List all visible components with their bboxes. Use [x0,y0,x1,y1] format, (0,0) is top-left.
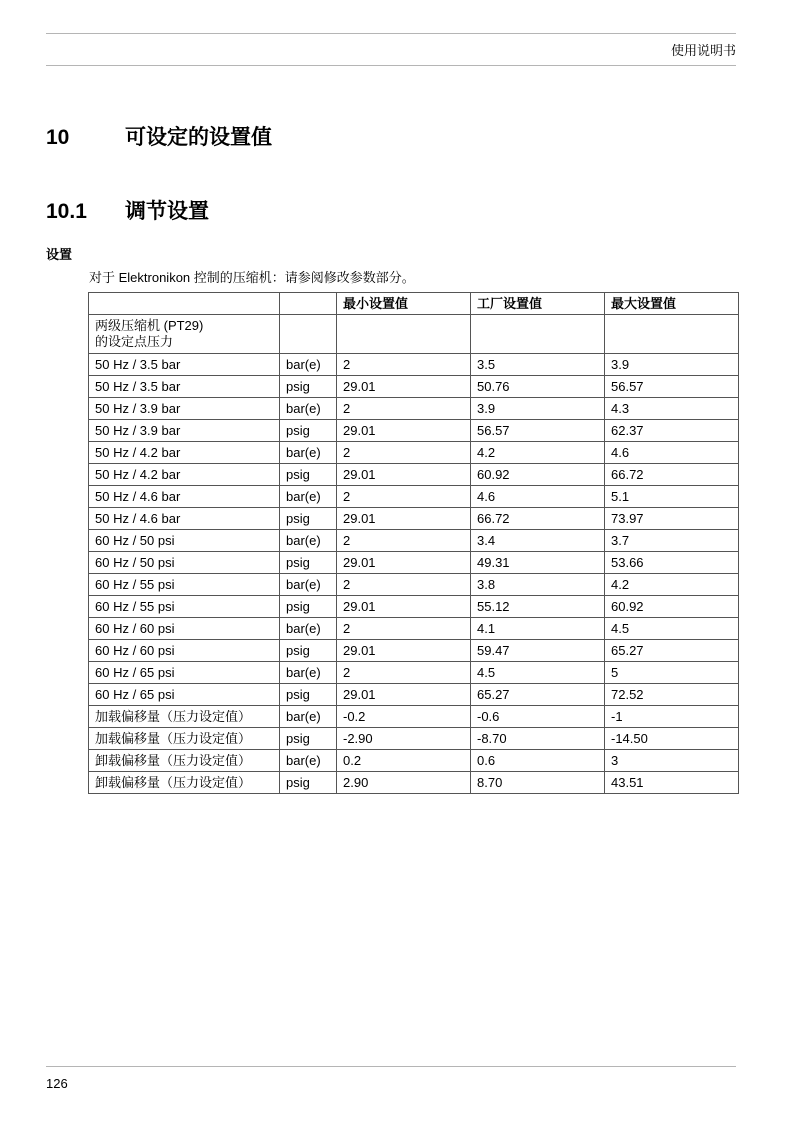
factory-value-cell: 3.5 [471,354,605,376]
row-label-cell: 60 Hz / 55 psi [89,596,280,618]
factory-value-cell: -0.6 [471,706,605,728]
row-label-cell: 60 Hz / 60 psi [89,618,280,640]
header-bottom-rule [46,65,736,66]
factory-value-cell: 56.57 [471,420,605,442]
factory-value-cell: 50.76 [471,376,605,398]
table-row [89,662,739,684]
row-label-cell: 加载偏移量（压力设定值） [89,706,280,728]
page-number: 126 [46,1076,68,1091]
min-value-cell: 2 [337,618,471,640]
table-row [89,464,739,486]
subsection-title: 调节设置 [125,200,209,223]
max-value-cell: 60.92 [605,596,739,618]
section-heading [46,121,272,151]
max-value-cell: 4.6 [605,442,739,464]
factory-value-cell: 60.92 [471,464,605,486]
subsection-number: 10.1 [46,200,87,223]
min-value-cell: 2 [337,530,471,552]
max-value-cell: 62.37 [605,420,739,442]
unit-cell: bar(e) [280,706,337,728]
max-value-cell: 72.52 [605,684,739,706]
row-label-cell: 卸载偏移量（压力设定值） [89,772,280,794]
unit-cell: bar(e) [280,530,337,552]
max-value-cell: 3.9 [605,354,739,376]
table-row [89,750,739,772]
header-top-rule [46,33,736,34]
max-value-cell: 5.1 [605,486,739,508]
intro-text: 对于 Elektronikon 控制的压缩机：请参阅修改参数部分。 [89,270,415,285]
max-value-cell: -1 [605,706,739,728]
max-value-cell: 5 [605,662,739,684]
row-label-cell: 60 Hz / 65 psi [89,684,280,706]
max-value-cell: 65.27 [605,640,739,662]
factory-value-cell: 3.4 [471,530,605,552]
factory-value-cell: -8.70 [471,728,605,750]
unit-cell: psig [280,684,337,706]
table-row [89,684,739,706]
subsection-heading [46,195,209,225]
row-label-cell: 50 Hz / 3.9 bar [89,398,280,420]
unit-cell: psig [280,772,337,794]
empty-cell [471,315,605,354]
min-value-cell: 29.01 [337,684,471,706]
unit-cell: psig [280,640,337,662]
unit-cell: psig [280,508,337,530]
row-label-cell: 50 Hz / 3.5 bar [89,376,280,398]
table-row [89,728,739,750]
table-row [89,618,739,640]
row-label-cell: 卸载偏移量（压力设定值） [89,750,280,772]
table-row [89,486,739,508]
unit-cell: psig [280,420,337,442]
table-row [89,706,739,728]
table-header-row [89,293,739,315]
table-row [89,574,739,596]
max-value-cell: 73.97 [605,508,739,530]
max-value-cell: -14.50 [605,728,739,750]
min-value-cell: 29.01 [337,640,471,662]
max-value-cell: 66.72 [605,464,739,486]
row-label-cell: 加载偏移量（压力设定值） [89,728,280,750]
min-value-cell: 2 [337,486,471,508]
table-row [89,508,739,530]
factory-value-cell: 66.72 [471,508,605,530]
max-value-cell: 4.5 [605,618,739,640]
table-row [89,596,739,618]
factory-value-cell: 8.70 [471,772,605,794]
factory-value-cell: 4.1 [471,618,605,640]
factory-value-cell: 55.12 [471,596,605,618]
unit-cell: bar(e) [280,618,337,640]
table-row [89,552,739,574]
unit-cell: bar(e) [280,662,337,684]
empty-cell [337,315,471,354]
row-label-cell: 50 Hz / 4.2 bar [89,442,280,464]
factory-value-cell: 3.8 [471,574,605,596]
unit-cell: psig [280,464,337,486]
factory-value-cell: 4.5 [471,662,605,684]
group-label-line2: 的设定点压力 [95,334,174,349]
max-value-cell: 43.51 [605,772,739,794]
empty-cell [280,315,337,354]
section-number: 10 [46,126,70,149]
min-value-cell: 2 [337,662,471,684]
unit-cell: psig [280,552,337,574]
min-value-cell: 0.2 [337,750,471,772]
table-row [89,420,739,442]
min-value-cell: 29.01 [337,376,471,398]
factory-value-cell: 4.6 [471,486,605,508]
settings-table [88,292,739,794]
unit-cell: psig [280,596,337,618]
row-label-cell: 50 Hz / 4.6 bar [89,508,280,530]
unit-cell: bar(e) [280,750,337,772]
footer-rule [46,1066,736,1067]
max-value-cell: 53.66 [605,552,739,574]
table-group-row [89,315,739,354]
table-row [89,530,739,552]
max-value-cell: 4.2 [605,574,739,596]
header-cell-min: 最小设置值 [337,293,471,315]
factory-value-cell: 59.47 [471,640,605,662]
max-value-cell: 4.3 [605,398,739,420]
row-label-cell: 50 Hz / 4.6 bar [89,486,280,508]
min-value-cell: -2.90 [337,728,471,750]
unit-cell: bar(e) [280,442,337,464]
document-title: 使用说明书 [670,43,736,58]
table-row [89,442,739,464]
table-row [89,640,739,662]
row-label-cell: 50 Hz / 3.5 bar [89,354,280,376]
min-value-cell: 29.01 [337,464,471,486]
row-label-cell: 50 Hz / 3.9 bar [89,420,280,442]
section-title: 可设定的设置值 [125,126,272,149]
row-label-cell: 50 Hz / 4.2 bar [89,464,280,486]
factory-value-cell: 4.2 [471,442,605,464]
max-value-cell: 56.57 [605,376,739,398]
unit-cell: bar(e) [280,574,337,596]
max-value-cell: 3.7 [605,530,739,552]
max-value-cell: 3 [605,750,739,772]
min-value-cell: 29.01 [337,552,471,574]
factory-value-cell: 3.9 [471,398,605,420]
settings-subheading: 设置 [46,247,73,262]
header-cell-max: 最大设置值 [605,293,739,315]
row-label-cell: 60 Hz / 60 psi [89,640,280,662]
unit-cell: bar(e) [280,354,337,376]
min-value-cell: 2 [337,442,471,464]
min-value-cell: 2 [337,354,471,376]
row-label-cell: 60 Hz / 50 psi [89,530,280,552]
unit-cell: psig [280,376,337,398]
min-value-cell: -0.2 [337,706,471,728]
unit-cell: bar(e) [280,398,337,420]
min-value-cell: 29.01 [337,596,471,618]
table-row [89,376,739,398]
group-label-cell [89,315,280,354]
row-label-cell: 60 Hz / 65 psi [89,662,280,684]
factory-value-cell: 49.31 [471,552,605,574]
min-value-cell: 2 [337,574,471,596]
table-row [89,398,739,420]
header-cell [280,293,337,315]
table-row [89,354,739,376]
row-label-cell: 60 Hz / 55 psi [89,574,280,596]
min-value-cell: 29.01 [337,508,471,530]
unit-cell: psig [280,728,337,750]
unit-cell: bar(e) [280,486,337,508]
row-label-cell: 60 Hz / 50 psi [89,552,280,574]
min-value-cell: 2 [337,398,471,420]
header-cell-factory: 工厂设置值 [471,293,605,315]
min-value-cell: 29.01 [337,420,471,442]
min-value-cell: 2.90 [337,772,471,794]
empty-cell [605,315,739,354]
factory-value-cell: 0.6 [471,750,605,772]
table-row [89,772,739,794]
header-cell [89,293,280,315]
group-label-line1: 两级压缩机 (PT29) [95,318,204,333]
factory-value-cell: 65.27 [471,684,605,706]
